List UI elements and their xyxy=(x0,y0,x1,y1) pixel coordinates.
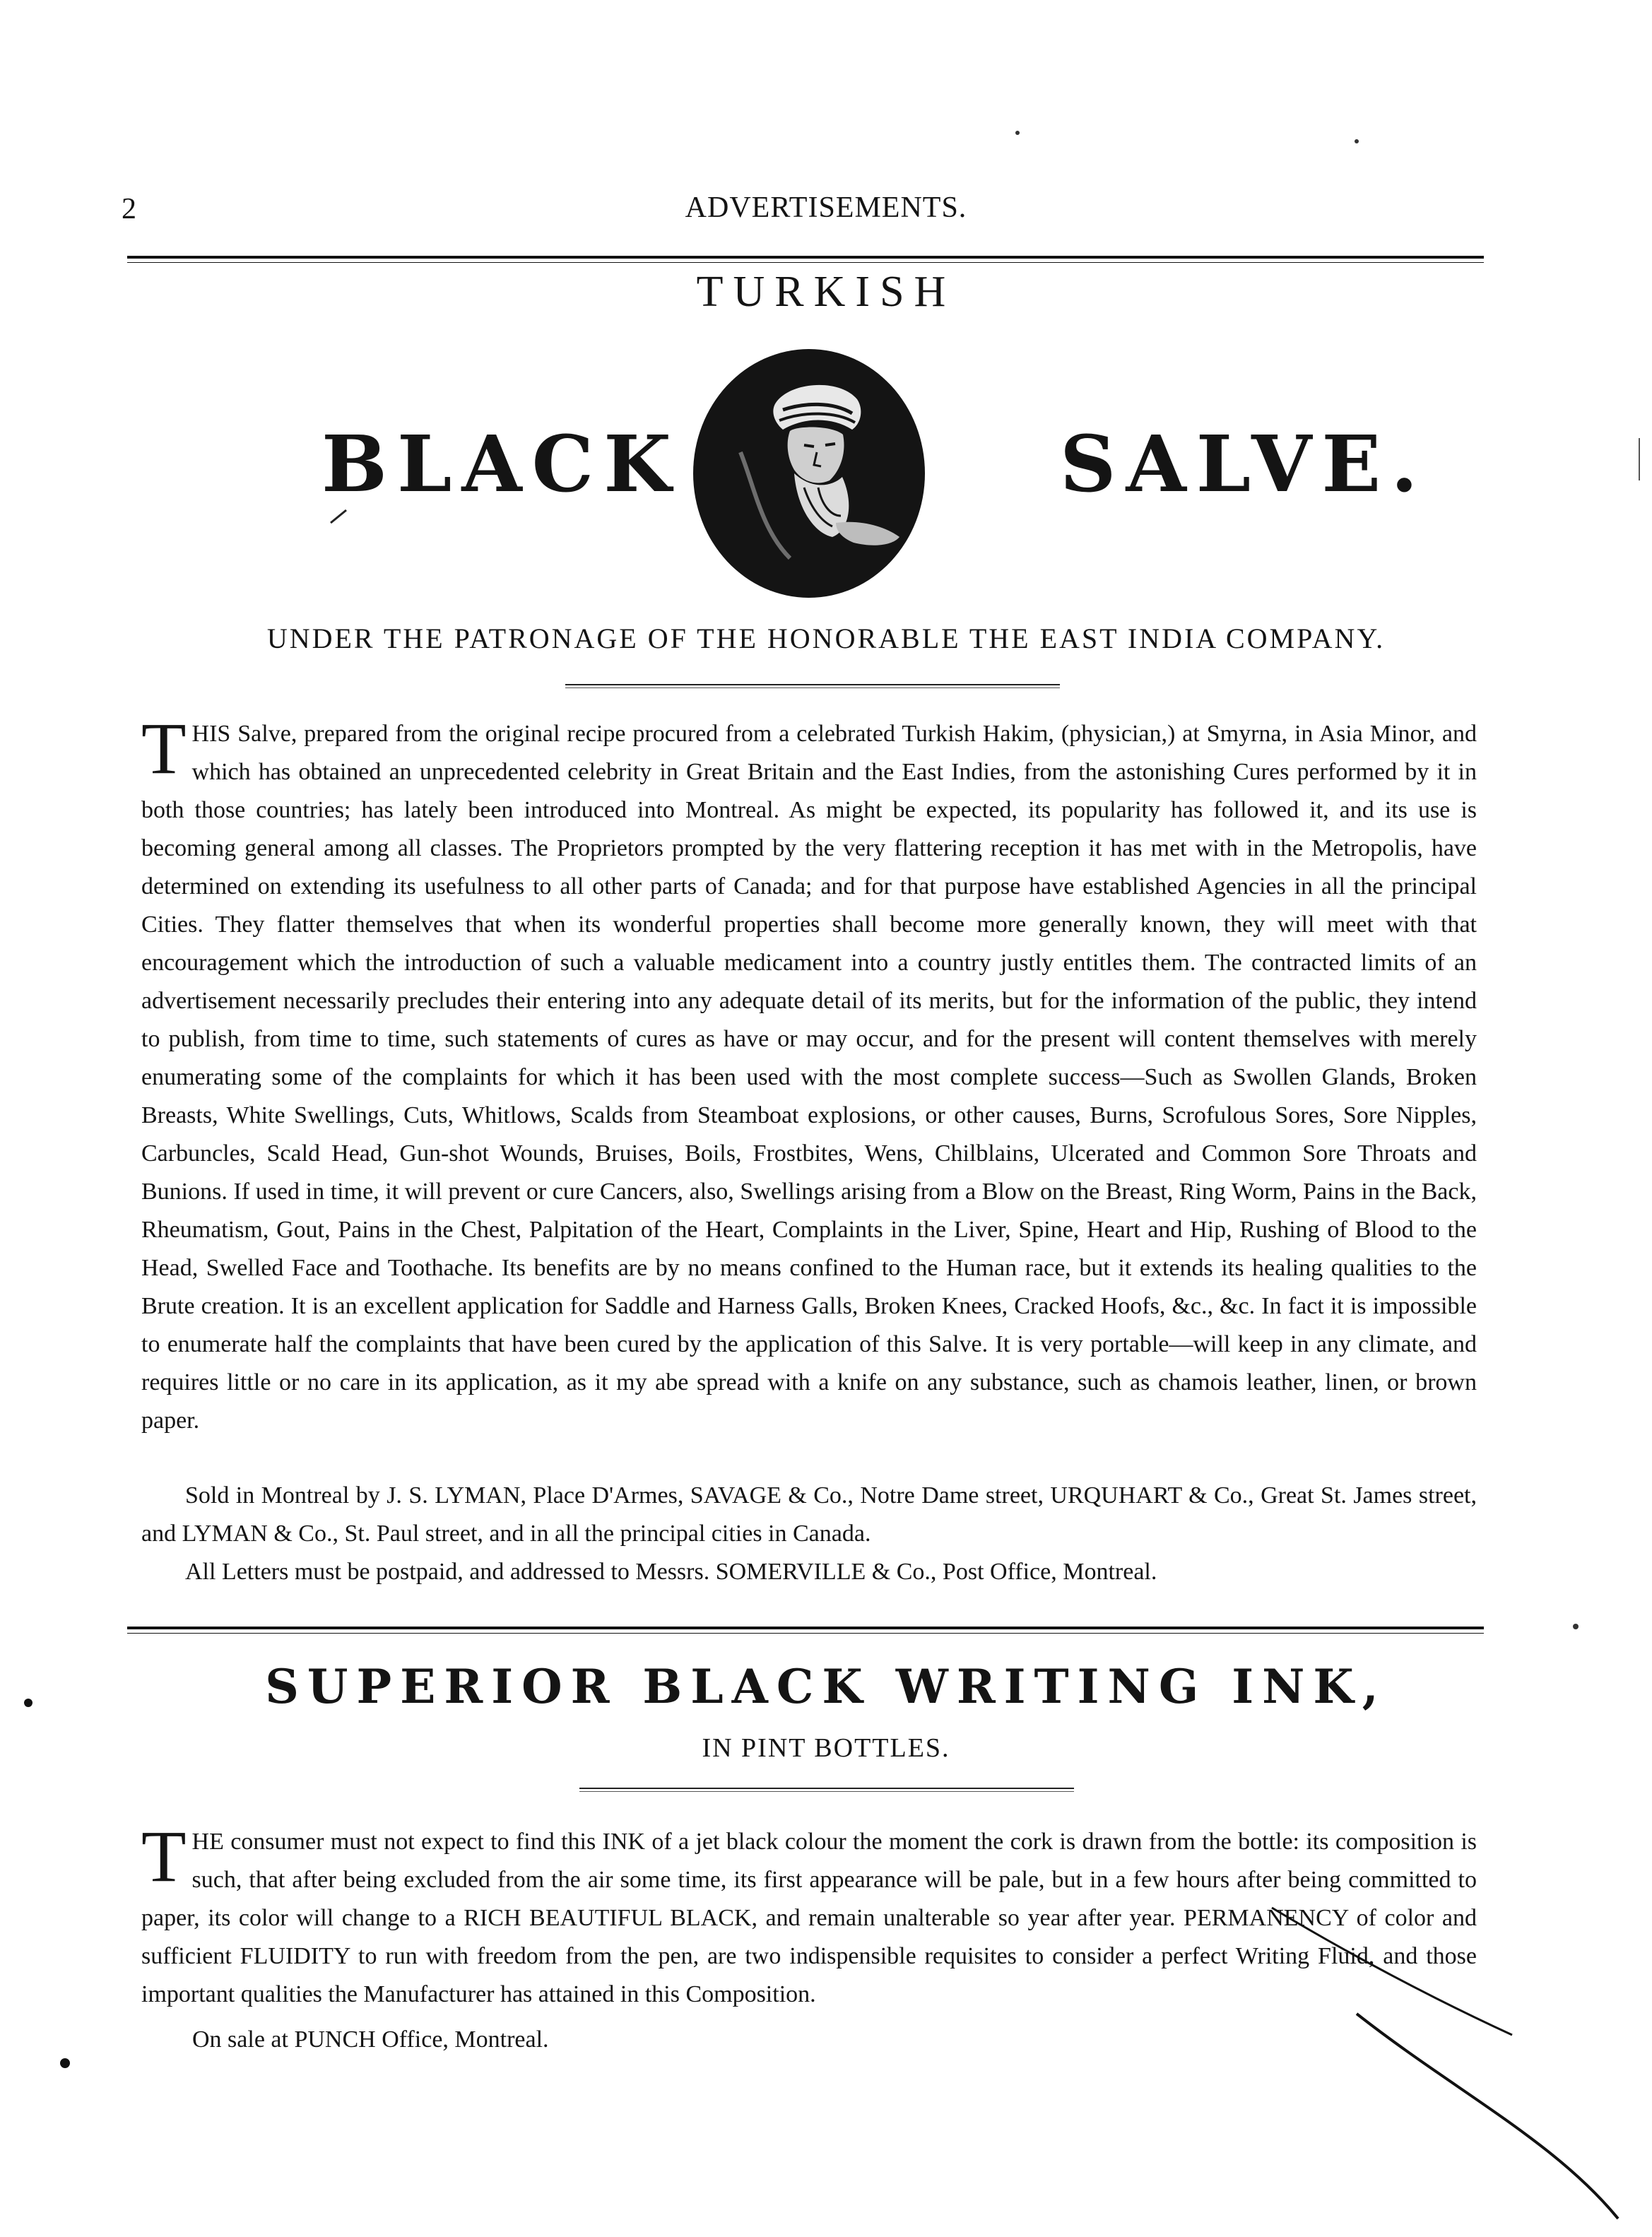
salve-title-left: BLACK xyxy=(321,418,681,509)
salve-divider xyxy=(565,684,1060,688)
ink-body xyxy=(141,1816,1477,2014)
running-head: ADVERTISEMENTS. xyxy=(685,191,967,224)
ink-title: SUPERIOR BLACK WRITING INK, xyxy=(265,1659,1387,1714)
salve-body-text: HIS Salve, prepared from the original recipe procured from a celebrated Turkish Hakim, (physician,) at Smyrna, in Asia Minor, and which has obtained an unprecedented celebrity in Great Britain and the East Indies, from the astonishing Cures performed by it in both those countries; has lately been introduced into Montreal. As might be expected, its popularity has followed it, and its use is becoming general among all classes. The Proprietors prompted by the very flattering reception it has met with in the Metropolis, have determined on extending its usefulness to all other parts of Canada; and for that purpose have established Agencies in all the principal Cities. They flatter themselves that when its wonderful properties shall become more generally known, they will meet with that encouragement which the introduction of such a valuable medicament into a country justly entitles them. The contracted limits of an advertisement necessarily precludes their entering into any adequate detail of its merits, but for the information of the public, they intend to publish, from time to time, such statements of cures as have or may occur, and for the present will content themselves with merely enumerating some of the complaints for which it has been used with the most complete success—Such as Swollen Glands, Broken Breasts, White Swellings, Cuts, Whitlows, Scalds from Steamboat explosions, or other causes, Burns, Scrofulous Sores, Sore Nipples, Carbuncles, Scald Head, Gun-shot Wounds, Bruises, Boils, Frostbites, Wens, Chilblains, Ulcerated and Common Sore Throats and Bunions. If used in time, it will prevent or cure Cancers, also, Swellings arising from a Blow on the Breast, Ring Worm, Pains in the Back, Rheumatism, Gout, Pains in the Chest, Palpitation of the Heart, Complaints in the Liver, Spine, Heart and Hip, Rushing of Blood to the Head, Swelled Face and Toothache. Its benefits are by no means confined to the Human race, but it extends its healing qualities to the Brute creation. It is an excellent application for Saddle and Harness Galls, Broken Knees, Cracked Hoofs, &c., &c. In fact it is impossible to enumerate half the complaints that have been cured by the application of this Salve. It is very portable—will keep in any climate, and requires little or no care in its application, as it my abe spread with a knife on any substance, such as chamois leather, linen, or brown paper. xyxy=(141,721,1477,1434)
header-rule xyxy=(127,256,1484,263)
ink-divider xyxy=(579,1788,1074,1792)
salve-title-right: SALVE. xyxy=(1060,418,1428,509)
turkish-hakim-portrait-icon xyxy=(691,346,927,601)
salve-dropcap: T xyxy=(141,708,187,789)
ink-body-text: HE consumer must not expect to find this INK of a jet black colour the moment the cork is drawn from the bottle: its composition is such, that after being excluded from the air some time, its first appearance will be pale, but in a few hours after being committed to paper, its color will change to a RICH BEAUTIFUL BLACK, and remain unalterable so year after year. PERMANENCY of color and sufficient FLUIDITY to run with freedom from the pen, are two indispensible requisites to consider a perfect Writing Fluid, and those important qualities the Manufacturer has attained in this Composition. xyxy=(141,1829,1477,2007)
salve-body xyxy=(141,708,1477,1440)
page-number: 2 xyxy=(122,193,136,225)
salve-letters-notice: All Letters must be postpaid, and addressed to Messrs. SOMERVILLE & Co., Post Office, Montreal. xyxy=(185,1559,1157,1585)
ink-dropcap: T xyxy=(141,1816,187,1897)
ink-subtitle: IN PINT BOTTLES. xyxy=(702,1733,950,1763)
salve-sold-by: Sold in Montreal by J. S. LYMAN, Place D'Armes, SAVAGE & Co., Notre Dame street, URQUHART & Co., Great St. James street, and LYMAN & Co., St. Paul street, and in all the principal cities in Canada. xyxy=(141,1482,1477,1547)
patronage-line: UNDER THE PATRONAGE OF THE HONORABLE THE EAST INDIA COMPANY. xyxy=(266,622,1386,654)
ink-on-sale: On sale at PUNCH Office, Montreal. xyxy=(192,2026,549,2053)
section-rule xyxy=(127,1627,1484,1634)
salve-title-top: TURKISH xyxy=(696,268,956,316)
